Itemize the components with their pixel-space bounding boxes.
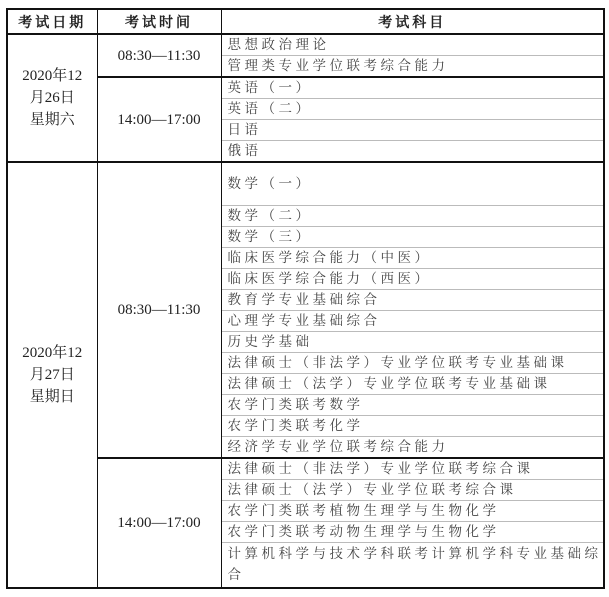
exam-time: 14:00—17:00 <box>97 458 221 588</box>
exam-subject: 英语（一） <box>221 77 604 99</box>
exam-subject: 计算机科学与技术学科联考计算机学科专业基础综合 <box>221 543 604 589</box>
exam-subject: 俄语 <box>221 141 604 163</box>
exam-time: 08:30—11:30 <box>97 162 221 458</box>
exam-subject: 农学门类联考动物生理学与生物化学 <box>221 522 604 543</box>
exam-subject: 农学门类联考植物生理学与生物化学 <box>221 501 604 522</box>
exam-subject: 法律硕士（法学）专业学位联考专业基础课 <box>221 374 604 395</box>
exam-subject: 历史学基础 <box>221 332 604 353</box>
header-time: 考试时间 <box>97 9 221 34</box>
exam-time: 08:30—11:30 <box>97 34 221 77</box>
exam-subject: 法律硕士（非法学）专业学位联考专业基础课 <box>221 353 604 374</box>
exam-subject: 教育学专业基础综合 <box>221 290 604 311</box>
exam-subject: 心理学专业基础综合 <box>221 311 604 332</box>
exam-subject: 农学门类联考数学 <box>221 395 604 416</box>
exam-subject: 临床医学综合能力（西医） <box>221 269 604 290</box>
header-row <box>7 9 604 34</box>
exam-subject: 数学（三） <box>221 227 604 248</box>
exam-subject: 农学门类联考化学 <box>221 416 604 437</box>
exam-subject: 日语 <box>221 120 604 141</box>
exam-time: 14:00—17:00 <box>97 77 221 162</box>
table-row <box>7 77 604 99</box>
exam-date: 2020年12 月26日 星期六 <box>7 34 97 162</box>
exam-subject: 法律硕士（法学）专业学位联考综合课 <box>221 480 604 501</box>
exam-subject: 法律硕士（非法学）专业学位联考综合课 <box>221 458 604 480</box>
exam-schedule-table <box>6 8 605 589</box>
header-date: 考试日期 <box>7 9 97 34</box>
exam-subject: 临床医学综合能力（中医） <box>221 248 604 269</box>
exam-date: 2020年12 月27日 星期日 <box>7 162 97 588</box>
exam-subject: 数学（一） <box>221 162 604 206</box>
schedule-body <box>7 34 604 588</box>
exam-subject: 管理类专业学位联考综合能力 <box>221 56 604 78</box>
table-row <box>7 458 604 480</box>
table-row <box>7 162 604 206</box>
exam-subject: 思想政治理论 <box>221 34 604 56</box>
exam-subject: 经济学专业学位联考综合能力 <box>221 437 604 459</box>
exam-subject: 数学（二） <box>221 206 604 227</box>
table-row <box>7 34 604 56</box>
exam-subject: 英语（二） <box>221 99 604 120</box>
header-subject: 考试科目 <box>221 9 604 34</box>
